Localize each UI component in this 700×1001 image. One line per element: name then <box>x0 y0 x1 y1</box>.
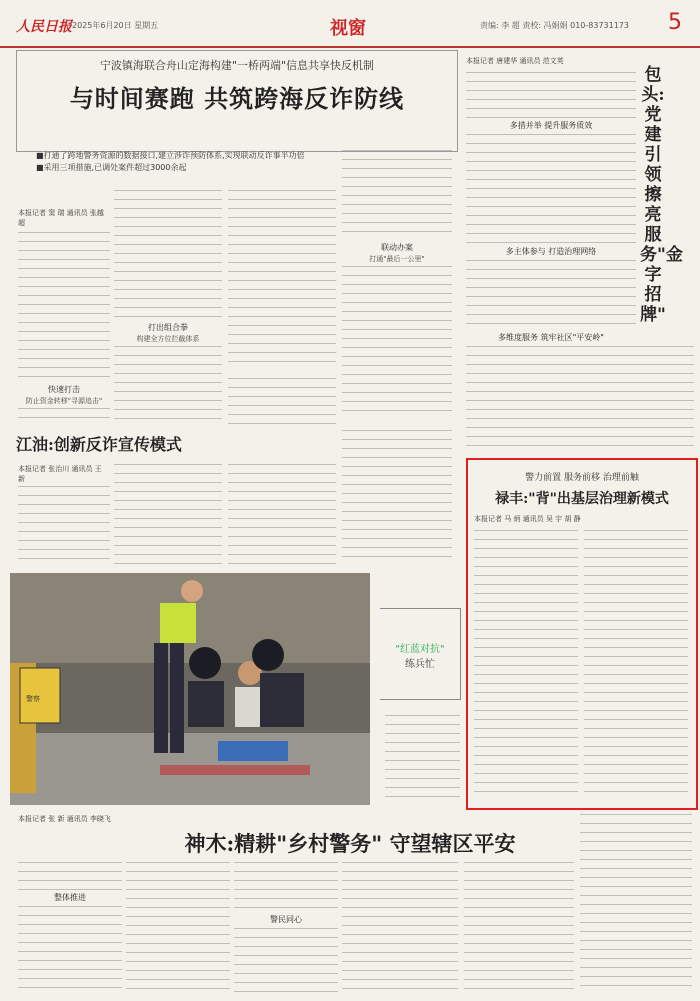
text-column <box>234 928 338 994</box>
callout-title: "红蓝对抗" <box>395 644 445 655</box>
subhead-combo: 打出组合拳 <box>148 323 188 332</box>
shenmu-subhead-a: 整体推进 <box>54 893 86 902</box>
main-story-kicker: 宁波镇海联合舟山定海构建"一桥两端"信息共享快反机制 <box>99 59 375 72</box>
text-column <box>18 232 110 382</box>
text-column <box>466 260 636 330</box>
text-column <box>342 430 452 564</box>
luhe-title: 禄丰:"背"出基层治理新模式 <box>495 491 669 507</box>
luhe-byline: 本报记者 马 炳 通讯员 吴 宇 胡 静 <box>474 515 581 523</box>
subhead-quick-2: 防止资金转移"寻源追击" <box>25 397 103 405</box>
photo-illustration <box>10 573 370 805</box>
shenmu-subhead-b: 警民同心 <box>270 915 302 924</box>
issue-date: 2025年6月20日 星期五 <box>72 21 159 30</box>
luhe-kicker: 警力前置 服务前移 治理前触 <box>525 473 639 483</box>
callout-subtitle: 练兵忙 <box>405 659 435 670</box>
baotou-subhead-a: 多措并举 提升服务质效 <box>509 121 593 130</box>
text-column <box>466 346 694 452</box>
sign-text: 警察 <box>26 695 40 703</box>
lead-line-2: ■采用三项措施,已调处案件超过3000余起 <box>36 163 187 172</box>
text-column <box>18 408 110 424</box>
luhe-highlight-box <box>466 458 698 810</box>
subhead-link-2: 打通"最后一公里" <box>369 255 425 263</box>
text-column <box>114 464 222 564</box>
text-column <box>342 266 452 416</box>
text-column <box>584 530 688 800</box>
text-column <box>18 862 122 890</box>
page-header <box>0 0 700 48</box>
training-photo <box>10 573 370 805</box>
main-story-byline: 本报记者 窦 瑞 通讯员 张越超 <box>18 209 104 227</box>
text-column <box>18 906 122 994</box>
jiangyou-title: 江油:创新反诈宣传模式 <box>16 435 182 454</box>
baotou-subhead-c: 多维度服务 筑牢社区"平安岭" <box>498 333 604 342</box>
shenmu-byline: 本报记者 张 新 通讯员 李晓飞 <box>18 815 111 823</box>
baotou-subhead-b: 多主体参与 打造治理网络 <box>505 247 597 256</box>
text-column <box>228 378 336 426</box>
text-column <box>342 150 452 240</box>
photo-caption <box>385 715 460 805</box>
text-column <box>234 862 338 912</box>
main-story-headline-box <box>16 50 458 152</box>
subhead-combo-2: 构建全方位拦截体系 <box>136 335 200 343</box>
text-column <box>464 862 574 994</box>
baotou-vertical-title: 包头:党建引领 擦亮服务"金字招牌" <box>640 65 683 325</box>
lead-line-1: ■打通了跨地警务资源的数据接口,建立涉诈预防体系,实现联动反诈事半功倍 <box>36 151 305 160</box>
text-column <box>114 190 222 320</box>
subhead-quick: 快速打击 <box>48 385 80 394</box>
text-column <box>474 530 578 800</box>
jiangyou-byline: 本报记者 张治川 通讯员 王 新 <box>18 465 102 483</box>
page-number: 5 <box>668 10 682 35</box>
baotou-byline: 本报记者 唐建华 通讯员 范文英 <box>466 57 564 65</box>
text-column <box>228 464 336 564</box>
text-column <box>126 862 230 994</box>
newspaper-logo: 人民日报 <box>16 19 72 35</box>
text-column <box>228 190 336 370</box>
text-column <box>466 72 636 118</box>
text-column <box>114 346 222 426</box>
text-column <box>580 814 692 994</box>
text-column <box>466 134 636 244</box>
subhead-link: 联动办案 <box>381 243 413 252</box>
section-title: 视窗 <box>330 18 366 39</box>
text-column <box>18 486 110 564</box>
main-story-title: 与时间赛跑 共筑跨海反诈防线 <box>69 84 405 113</box>
text-column <box>342 862 458 994</box>
editor-credits: 责编: 李 超 责校: 冯娟娟 010-83731173 <box>480 21 629 30</box>
shenmu-title: 神木:精耕"乡村警务" 守望辖区平安 <box>184 831 516 856</box>
